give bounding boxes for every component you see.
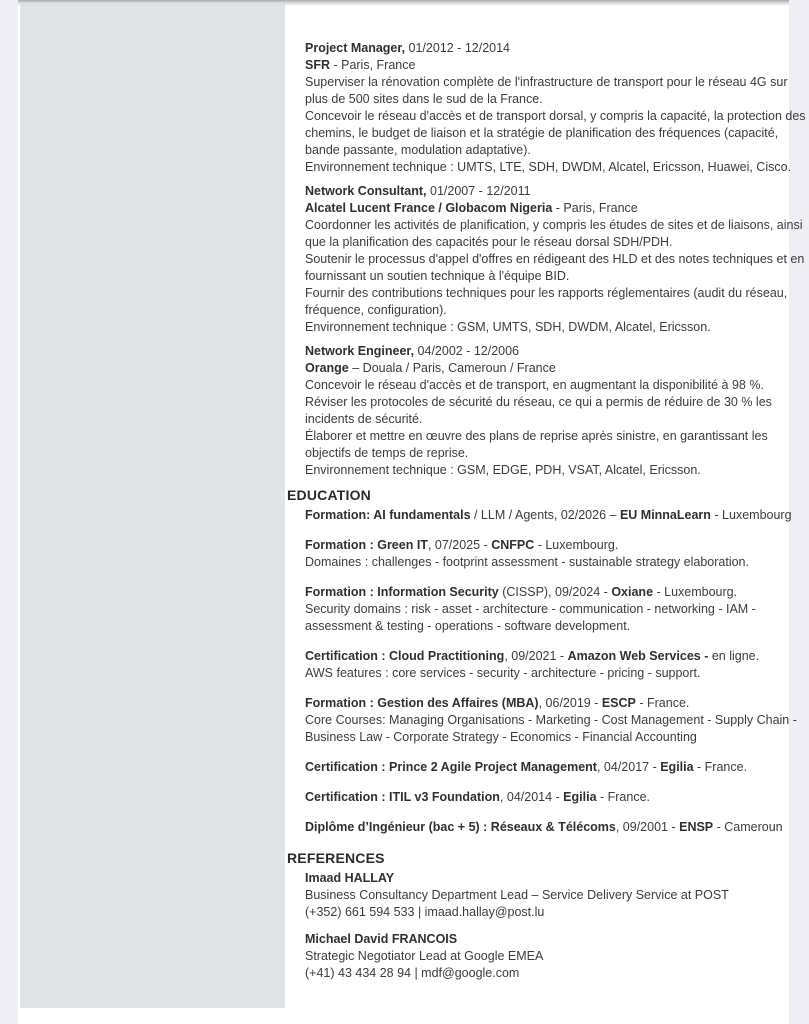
education-entry (305, 695, 797, 746)
education-entry-title-bold: Formation: AI fundamentals (305, 508, 471, 522)
education-entry-title-bold: Certification : Prince 2 Agile Project Management (305, 760, 597, 774)
job-description-line: plus de 500 sites dans le sud de la France. (305, 92, 543, 106)
education-entry-title-bold: Amazon Web Services - (567, 649, 709, 663)
education-entry-title-text: - France. (693, 760, 748, 774)
education-entry-title-bold: Certification : Cloud Practitioning (305, 649, 505, 663)
job-title-text: 01/2012 - 12/2014 (405, 41, 510, 55)
education-entry-title-text: - Luxembourg. (534, 538, 619, 552)
education-entry-title-bold: Certification : ITIL v3 Foundation (305, 790, 500, 804)
education-entry (305, 507, 792, 524)
job-description-line: Environnement technique : GSM, EDGE, PDH, VSAT, Alcatel, Ericsson. (305, 463, 701, 477)
education-heading: EDUCATION (287, 487, 371, 503)
job-title-text: 04/2002 - 12/2006 (414, 344, 520, 358)
education-entry-title-text: , 07/2025 - (427, 538, 492, 552)
job-company-bold: Alcatel Lucent France / Globacom Nigeria (305, 201, 553, 215)
job-company-text: - Paris, France (552, 201, 638, 215)
education-entry-title-text: , 09/2021 - (504, 649, 568, 663)
education-entry-title-bold: CNFPC (491, 538, 535, 552)
education-entry-title-bold: EU MinnaLearn (619, 508, 711, 522)
job-company-bold: Orange (305, 361, 349, 375)
experience-list (287, 40, 806, 479)
education-entry-title-bold: Diplôme d’Ingénieur (bac + 5) : Réseaux & Télécoms (305, 820, 616, 834)
education-entry-detail: Security domains : risk - asset - architecture - communication - networking - IAM - (305, 602, 756, 616)
education-entry-title-text: , 09/2001 - (615, 820, 680, 834)
education-entry-title-text: (CISSP), 09/2024 - (498, 585, 612, 599)
job-company-bold: SFR (305, 58, 330, 72)
education-entry-title-text: - France. (635, 696, 690, 710)
education-entry-title-text: - Cameroun (713, 820, 783, 834)
reference-name: Imaad HALLAY (305, 871, 395, 885)
references-list (287, 870, 787, 982)
job-company-text: – Douala / Paris, Cameroun / France (348, 361, 556, 375)
job-title-bold: Project Manager, (305, 41, 406, 55)
education-entry-title (305, 819, 787, 836)
reference-role: Business Consultancy Department Lead – Service Delivery Service at POST (305, 888, 729, 902)
job-description-line: Élaborer et mettre en œuvre des plans de reprise après sinistre, en garantissant les (305, 429, 768, 443)
job-title-bold: Network Engineer, (305, 344, 415, 358)
education-entry-title-text: - France. (596, 790, 651, 804)
education-entry-title-bold: ENSP (679, 820, 714, 834)
job-title (305, 183, 787, 200)
education-entry-title-text: - Luxembourg (710, 508, 792, 522)
job-description-line: Environnement technique : UMTS, LTE, SDH, DWDM, Alcatel, Ericsson, Huawei, Cisco. (305, 160, 792, 174)
education-entry-title-text: , 06/2019 - (538, 696, 602, 710)
job-company (305, 360, 787, 377)
education-entry-title-bold: ESCP (601, 696, 636, 710)
education-entry-title-text: , 04/2017 - (596, 760, 661, 774)
education-entry-title (305, 537, 787, 554)
job-title (305, 343, 787, 360)
education-entry-title (305, 584, 787, 601)
education-entry-title-bold: Oxiane (611, 585, 654, 599)
job-entry (305, 183, 805, 336)
reference-entry (305, 931, 787, 982)
job-description-line: bande passante, modulation adaptative). (305, 143, 531, 157)
job-title-text: 01/2007 - 12/2011 (426, 184, 531, 198)
job-company (305, 57, 787, 74)
job-title-bold: Network Consultant, (305, 184, 427, 198)
job-description-line: que la planification des capacités pour le réseau dorsal SDH/PDH. (305, 235, 673, 249)
job-description-line: Soutenir le processus d'appel d'offres en rédigeant des HLD et des notes techniques et en (305, 252, 805, 266)
job-description-line: Environnement technique : GSM, UMTS, SDH, DWDM, Alcatel, Ericsson. (305, 320, 711, 334)
job-title (305, 40, 787, 57)
education-entry (305, 759, 787, 776)
education-entry (305, 537, 787, 571)
education-entry-title (305, 648, 787, 665)
education-entry-title-text: , 04/2014 - (499, 790, 564, 804)
page-top-shadow (18, 0, 789, 6)
job-entry (305, 40, 806, 176)
education-entry (305, 648, 787, 682)
education-entry-title-bold: Egilia (660, 760, 694, 774)
resume-sidebar-panel (20, 4, 285, 1008)
job-description-line: Réviser les protocoles de sécurité du réseau, ce qui a permis de réduire de 30 % les (305, 395, 772, 409)
education-entry-title (305, 695, 787, 712)
education-entry (305, 584, 787, 635)
education-entry-detail: Domaines : challenges - footprint assessment - sustainable strategy elaboration. (305, 555, 749, 569)
resume-page (18, 0, 806, 1024)
education-entry-detail: AWS features : core services - security - architecture - pricing - support. (305, 666, 701, 680)
education-entry-detail: Core Courses: Managing Organisations - Marketing - Cost Management - Supply Chain - (305, 713, 797, 727)
education-entry-detail: Business Law - Corporate Strategy - Economics - Financial Accounting (305, 730, 697, 744)
education-entry-title-bold: Formation : Gestion des Affaires (MBA) (305, 696, 539, 710)
job-description-line: incidents de sécurité. (305, 412, 423, 426)
reference-entry (305, 870, 787, 921)
education-entry-title (305, 759, 787, 776)
education-entry (305, 819, 787, 836)
job-description-line: Superviser la rénovation complète de l'infrastructure de transport pour le réseau 4G sur (305, 75, 788, 89)
reference-name: Michael David FRANCOIS (305, 932, 458, 946)
job-entry (305, 343, 787, 479)
education-entry-title-bold: Formation : Green IT (305, 538, 428, 552)
education-entry-title-text: / LLM / Agents, 02/2026 – (470, 508, 620, 522)
job-description-line: objectifs de temps de reprise. (305, 446, 469, 460)
education-entry-detail: assessment & testing - operations - software development. (305, 619, 631, 633)
job-description-line: Concevoir le réseau d'accès et de transport dorsal, y compris la capacité, la protection des (305, 109, 806, 123)
reference-role: Strategic Negotiator Lead at Google EMEA (305, 949, 544, 963)
job-company-text: - Paris, France (330, 58, 416, 72)
education-list (287, 507, 797, 836)
education-entry (305, 789, 787, 806)
education-entry-title-text: en ligne. (708, 649, 760, 663)
job-company (305, 200, 787, 217)
resume-content (287, 40, 806, 992)
education-entry-title-text: - Luxembourg. (653, 585, 738, 599)
education-entry-title-bold: Formation : Information Security (305, 585, 499, 599)
reference-contact: (+352) 661 594 533 | imaad.hallay@post.lu (305, 905, 545, 919)
reference-contact: (+41) 43 434 28 94 | mdf@google.com (305, 966, 520, 980)
education-entry-title (305, 507, 792, 524)
references-heading: REFERENCES (287, 850, 385, 866)
job-description-line: fréquence, configuration). (305, 303, 447, 317)
job-description-line: chemins, le budget de liaison et la stratégie de planification des fréquences (capacité, (305, 126, 779, 140)
education-entry-title (305, 789, 787, 806)
job-description-line: Fournir des contributions techniques pour les rapports réglementaires (audit du réseau, (305, 286, 788, 300)
job-description-line: Coordonner les activités de planification, y compris les études de sites et de liaisons, ainsi (305, 218, 803, 232)
job-description-line: Concevoir le réseau d'accès et de transport, en augmentant la disponibilité à 98 %. (305, 378, 764, 392)
job-description-line: fournissant un soutien technique à l'équipe BID. (305, 269, 570, 283)
education-entry-title-bold: Egilia (563, 790, 597, 804)
